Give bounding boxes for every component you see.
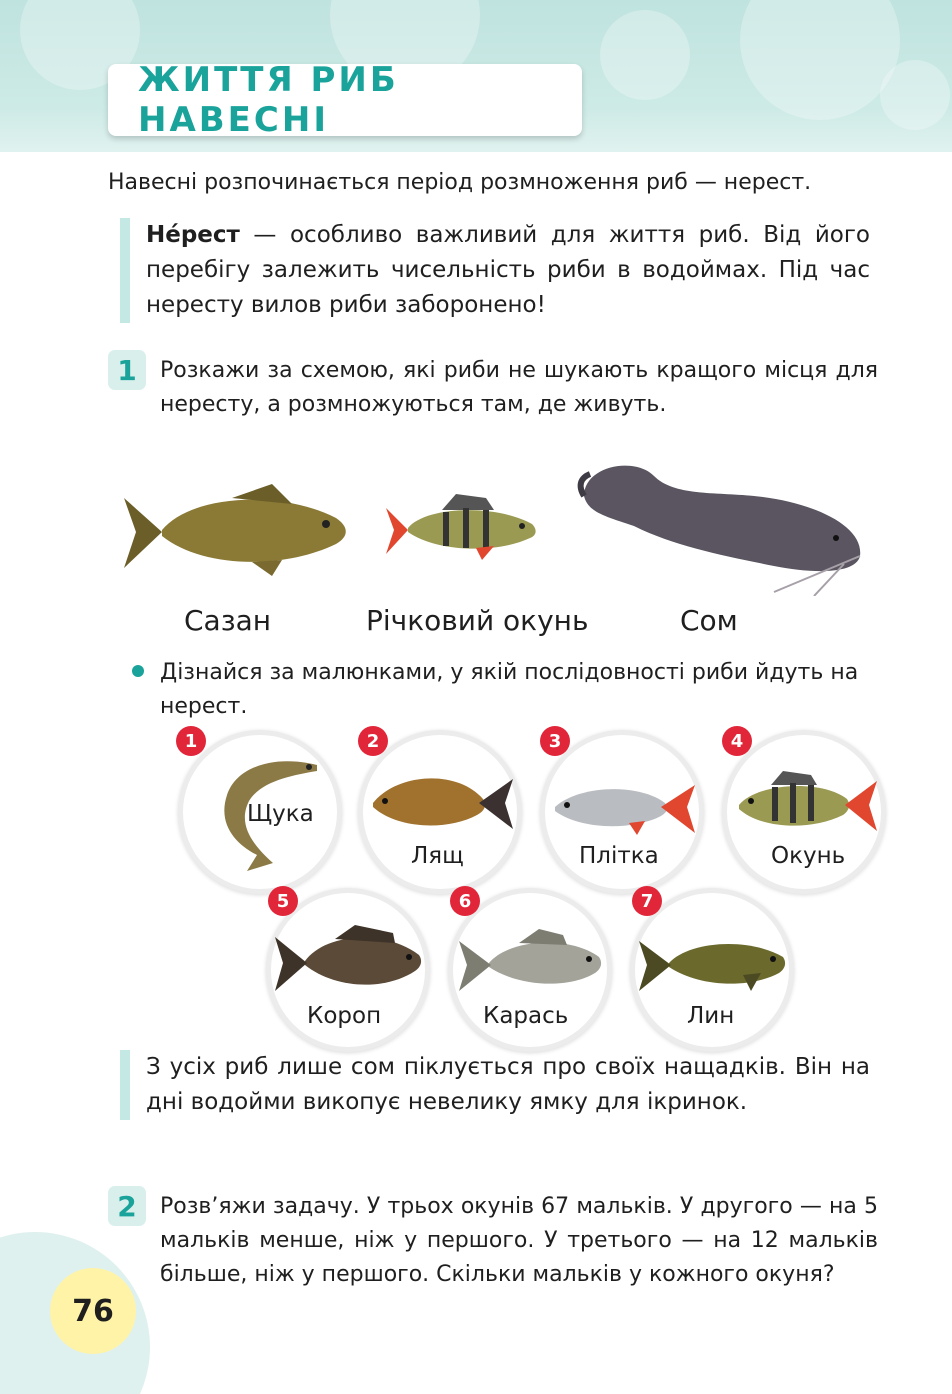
sequence-number-badge: 5 (268, 886, 298, 916)
definition-note (120, 218, 870, 323)
bullet-text: Дізнайся за малюнками, у якій послідовності риби йдуть на нерест. (160, 660, 859, 719)
task-number-badge: 1 (108, 350, 146, 390)
page-number: 76 (50, 1268, 136, 1354)
crucian-fish-icon (459, 929, 607, 993)
fish-name: Карась (483, 1003, 569, 1029)
carp-fish-icon (275, 925, 425, 995)
sequence-number-badge: 2 (358, 726, 388, 756)
fish-name: Лин (687, 1003, 735, 1029)
sequence-circle (178, 730, 342, 894)
fish-name: Лящ (411, 843, 464, 869)
decor-bubble (880, 60, 950, 130)
sequence-circle (358, 730, 522, 894)
task-2-text: Розв’яжи задачу. У трьох окунів 67 мальків. У другого — на 5 мальків менше, ніж у першого. У третього — на 12 мальків більше, ніж у першого. Скільки мальків у кожного окуня? (160, 1194, 878, 1287)
perch-fish-icon (731, 771, 881, 835)
fish-label: Річковий окунь (366, 604, 589, 637)
sequence-number-badge: 1 (176, 726, 206, 756)
catfish-icon (574, 456, 870, 596)
intro-text: Навесні розпочинається період розмноження риб — нерест. (108, 170, 812, 195)
fish-name: Короп (307, 1003, 382, 1029)
lesson-title-box (108, 60, 582, 140)
sequence-circle (722, 730, 886, 894)
fish-label: Сом (680, 604, 738, 637)
lesson-title: ЖИТТЯ РИБ НАВЕСНІ (138, 60, 399, 140)
definition-term: Не́рест (146, 222, 240, 248)
catfish-note: З усіх риб лише сом піклується про своїх нащадків. Він на дні водойми викопує невелику ямку для ікринок. (120, 1050, 870, 1120)
fish-examples-row (0, 456, 952, 606)
carp-fish-icon (122, 484, 354, 576)
fish-name: Плітка (579, 843, 659, 869)
bullet-point (132, 665, 144, 677)
sequence-number-badge: 6 (450, 886, 480, 916)
decor-bubble (600, 10, 690, 100)
tench-fish-icon (639, 933, 789, 993)
bream-fish-icon (367, 769, 517, 833)
sequence-number-badge: 7 (632, 886, 662, 916)
perch-fish-icon (386, 494, 540, 560)
task-1-text: Розкажи за схемою, які риби не шукають кращого місця для нересту, а розмножуються там, де живуть. (160, 358, 878, 417)
definition-text: — особливо важливий для життя риб. Від його перебігу залежить чисельність риби в водоймах. Під час нересту вилов риби заборонено! (146, 222, 870, 318)
roach-fish-icon (549, 779, 699, 835)
fish-name: Окунь (771, 843, 846, 869)
fish-label: Сазан (184, 604, 272, 637)
task-number-badge: 2 (108, 1186, 146, 1226)
sequence-number-badge: 4 (722, 726, 752, 756)
sequence-circle (540, 730, 704, 894)
decor-bubble (740, 0, 900, 120)
fish-name: Щука (247, 801, 314, 827)
sequence-number-badge: 3 (540, 726, 570, 756)
